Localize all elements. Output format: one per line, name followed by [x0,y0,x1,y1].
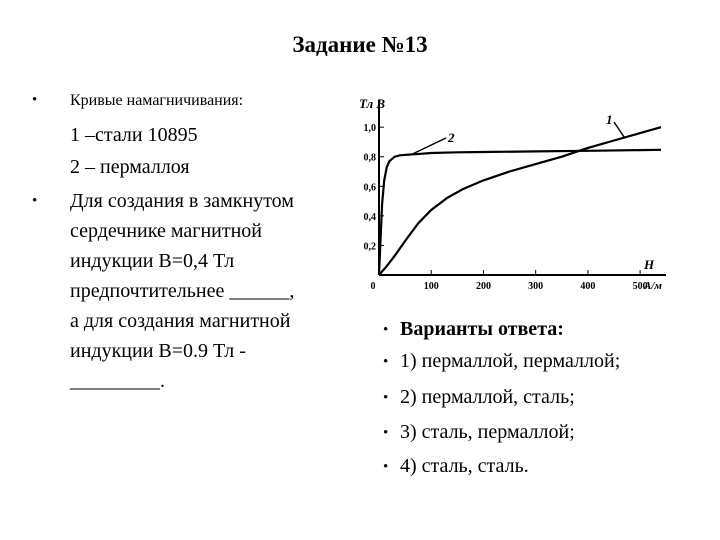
x-tick-label: 200 [475,281,491,292]
curve-2-label: 2 [448,130,455,145]
question-line: а для создания магнитной [70,310,291,332]
bullet-1: • [32,92,38,108]
answer-bullet: • [383,425,389,441]
y-tick-label: 0,6 [363,182,376,194]
answer-option-4: 4) сталь, сталь. [400,455,529,477]
answer-option-3: 3) сталь, пермаллой; [400,421,575,443]
x-tick-label: 400 [580,281,596,292]
answer-bullet: • [383,459,389,475]
slide-title: Задание №13 [292,32,428,57]
y-tick-label: 0,2 [363,241,376,253]
answer-option-1: 1) пермаллой, пермаллой; [400,350,621,372]
y-tick-label: 0,4 [363,211,376,223]
question-line: индукции B=0,4 Тл [70,250,235,272]
question-line: Для создания в замкнутом [70,190,294,212]
x-tick-label: 300 [528,281,544,292]
question-line: _________. [70,370,165,392]
x-axis-label: H [644,257,655,272]
answer-bullet: • [383,354,389,370]
question-line: предпочтительнее ______, [70,280,295,302]
question-line: индукции B=0.9 Тл - [70,340,246,362]
answer-bullet: • [383,322,389,338]
y-tick-label: 0,8 [363,152,376,164]
curve-1-label: 1 [606,112,613,127]
bullet-2: • [32,193,38,209]
x-tick-label: 500 [632,281,648,292]
answers-title: Варианты ответа: [400,318,564,340]
x-axis-unit: А/м [644,280,662,292]
y-tick-label: 1,0 [363,123,376,135]
magnetization-chart [348,92,678,304]
curve-1-legend: 1 –стали 10895 [70,124,198,146]
x-tick-label: 100 [423,281,439,292]
question-line: сердечнике магнитной [70,220,263,242]
y-axis-label: Тл B [359,96,386,111]
answer-option-2: 2) пермаллой, сталь; [400,386,575,408]
curve-2-legend: 2 – пермаллоя [70,156,190,178]
x-tick-label: 0 [370,281,376,292]
magnetization-curves-label: Кривые намагничивания: [70,92,244,109]
curve-1-leader [614,122,624,138]
answer-bullet: • [383,390,389,406]
